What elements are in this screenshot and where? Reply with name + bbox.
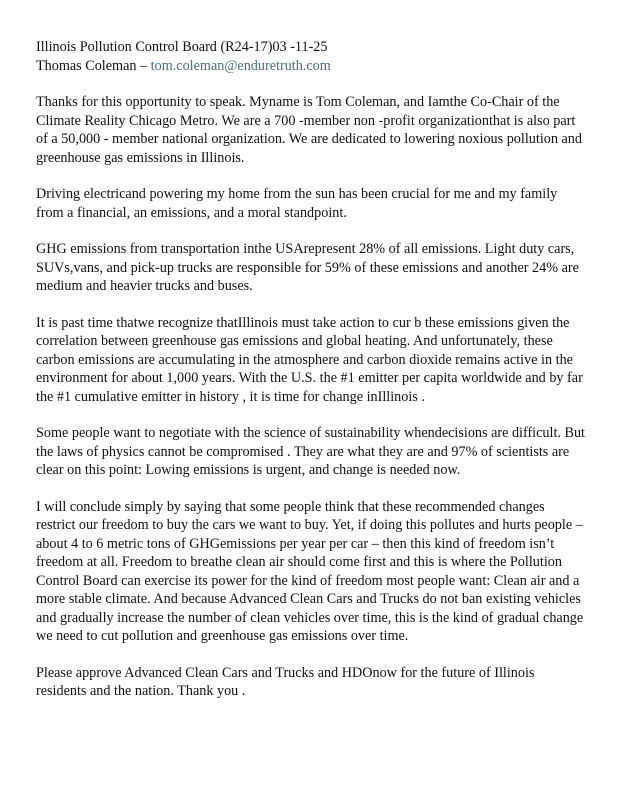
- paragraph-electric-driving: Driving electricand powering my home from the sun has been crucial for me and my family from a financial, an emissions, and a moral standpoint.: [36, 186, 558, 221]
- paragraph-closing: Please approve Advanced Clean Cars and Trucks and HDOnow for the future of Illinois residents and the nation. Thank you .: [36, 664, 535, 699]
- author-email-link[interactable]: tom.coleman@enduretruth.com: [150, 57, 331, 74]
- paragraph-science: Some people want to negotiate with the science of sustainability whendecisions are difficult. But the laws of physics cannot be compromised . They are what they are and 97% of scientists are clear on this point: Lowing emissions is urgent, and change is needed now.: [36, 425, 585, 478]
- paragraph-conclusion: I will conclude simply by saying that some people think that these recommended changes restrict our freedom to buy the cars we want to buy. Yet, if doing this pollutes and hurts people – about 4 to 6 metric tons of GHGemissions per year per car – then this kind of freedom isn’t freedom at all. Freedom to breathe clean air should come first and this is where the Pollution Control Board can exercise its power for the kind of freedom most people want: Clean air and a more stable climate. And because Advanced Clean Cars and Trucks do not ban existing vehicles and gradually increase the number of clean vehicles over time, this is the kind of gradual change we need to cut pollution and greenhouse gas emissions over time.: [36, 498, 584, 644]
- document-title: Illinois Pollution Control Board (R24-17)03 -11-25: [36, 39, 328, 55]
- paragraph-ghg-transportation: GHG emissions from transportation inthe USArepresent 28% of all emissions. Light duty cars, SUVs,vans, and pick-up trucks are responsible for 59% of these emissions and another 24% are medium and heavier trucks and buses.: [36, 241, 579, 294]
- paragraph-introduction: Thanks for this opportunity to speak. Myname is Tom Coleman, and Iamthe Co-Chair of the Climate Reality Chicago Metro. We are a 700 -member non -profit organizationthat is also part of a 50,000 - member national organization. We are dedicated to lowering noxious pollution and greenhouse gas emissions in Illinois.: [36, 94, 582, 166]
- separator-dash: –: [140, 57, 148, 74]
- author-name: Thomas Coleman: [36, 57, 137, 74]
- letter-page: [36, 38, 586, 701]
- author-line: [36, 57, 586, 76]
- paragraph-call-to-action: It is past time thatwe recognize thatIllinois must take action to cur b these emissions given the correlation between greenhouse gas emissions and global heating. And unfortunately, these carbon emissions are accumulating in the atmosphere and carbon dioxide remains active in the environment for about 1,000 years. With the U.S. the #1 emitter per capita worldwide and by far the #1 cumulative emitter in history , it is time for change inIllinois .: [36, 314, 583, 405]
